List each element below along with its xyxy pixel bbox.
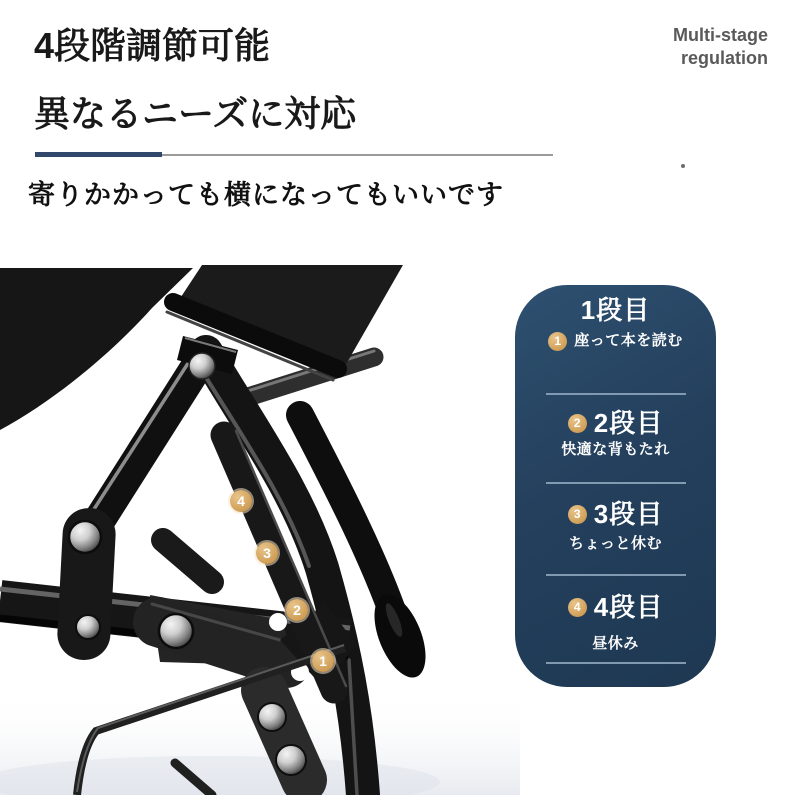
stage-1-number-icon: 1 — [548, 332, 567, 351]
stage-info-panel — [515, 285, 716, 687]
speck-artifact — [681, 164, 685, 168]
stage-2-title: 2段目 — [593, 408, 664, 438]
stage-3-number-icon: 3 — [568, 505, 587, 524]
page-title-line1: 4段階調節可能 — [34, 25, 271, 66]
stage-section-2 — [529, 395, 702, 460]
pivot-plate — [56, 507, 117, 662]
stage-4-number-icon: 4 — [568, 598, 587, 617]
stage-section-1 — [529, 285, 702, 351]
stage-4-desc: 昼休み — [592, 635, 639, 652]
stage-3-desc: ちょっと休む — [568, 535, 662, 552]
stage-2-badge: 2 — [286, 599, 308, 621]
product-photo — [0, 265, 520, 795]
stage-4-badge: 4 — [230, 490, 252, 512]
stage-4-title: 4段目 — [593, 592, 664, 622]
stage-1-badge: 1 — [312, 650, 334, 672]
panel-divider — [546, 662, 686, 664]
stage-section-4 — [529, 576, 702, 654]
page-subtitle: 寄りかかっても横になってもいいです — [28, 180, 504, 210]
stage-3-badge: 3 — [256, 542, 278, 564]
english-caption — [548, 24, 768, 70]
title-underline-accent — [35, 152, 162, 157]
page-title-line2: 異なるニーズに対応 — [34, 93, 357, 134]
title-underline — [35, 152, 553, 158]
stage-2-desc: 快適な背もたれ — [561, 441, 670, 458]
english-caption-line2: regulation — [680, 48, 768, 68]
stage-section-3 — [529, 484, 702, 554]
title-underline-rule — [162, 154, 553, 156]
stage-3-title: 3段目 — [593, 499, 664, 529]
stage-2-number-icon: 2 — [568, 414, 587, 433]
chair-mechanism-illustration — [0, 265, 520, 795]
stage-1-desc: 座って本を読む — [574, 332, 683, 349]
english-caption-line1: Multi-stage — [672, 25, 768, 45]
stage-1-title: 1段目 — [580, 295, 651, 325]
